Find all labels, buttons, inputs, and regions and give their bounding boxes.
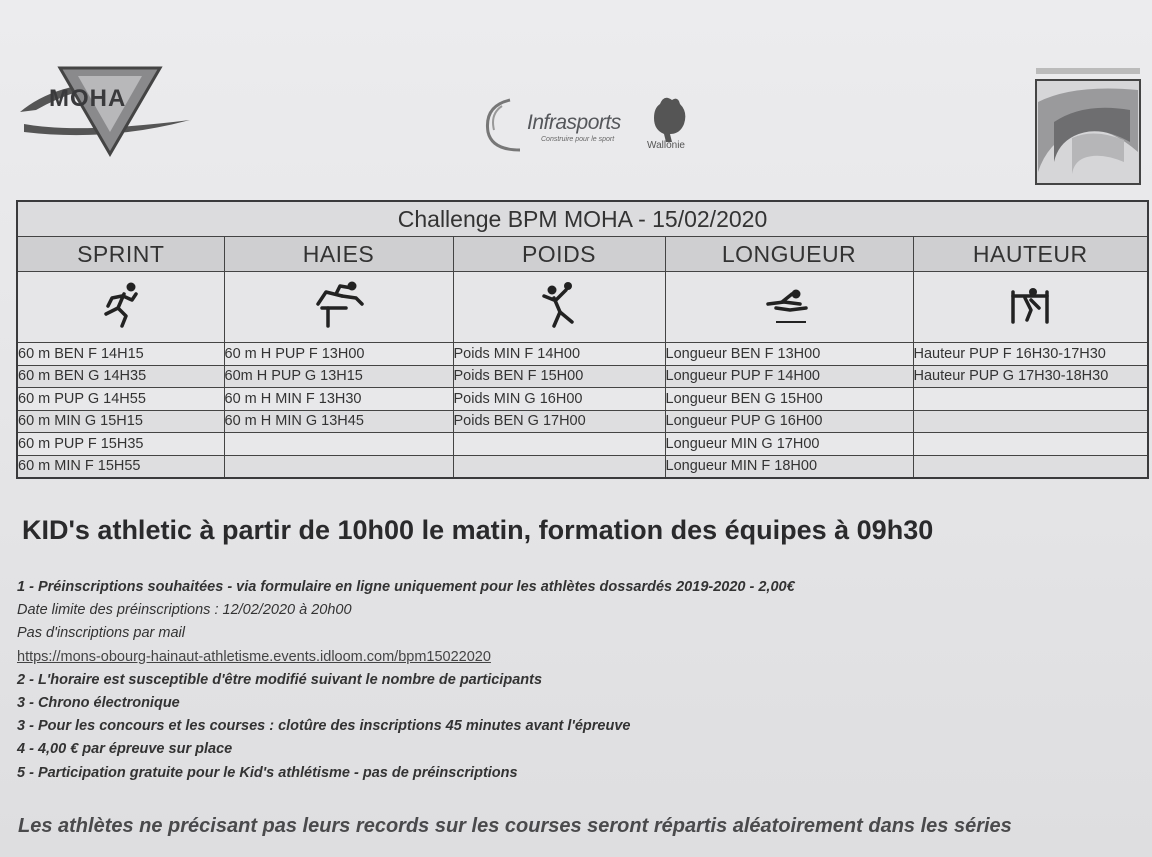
event-cell	[913, 433, 1148, 456]
column-header-poids: POIDS	[453, 237, 665, 272]
sprint-icon-cell	[17, 272, 224, 343]
column-header-longueur: LONGUEUR	[665, 237, 913, 272]
high-jump-icon	[1003, 278, 1057, 332]
note-fee: 4 - 4,00 € par épreuve sur place	[17, 741, 233, 758]
event-cell: 60 m BEN G 14H35	[17, 365, 224, 388]
table-row	[17, 410, 1148, 433]
infrasports-logo-text: Infrasports	[527, 111, 621, 134]
note-preinscriptions: 1 - Préinscriptions souhaitées - via formulaire en ligne uniquement pour les athlètes dossardés 2019-2020 - 2,00€	[17, 579, 795, 595]
shot-put-icon-cell	[453, 272, 665, 343]
shot-put-icon	[532, 278, 586, 332]
event-cell	[453, 433, 665, 456]
event-cell	[453, 455, 665, 478]
table-row	[17, 455, 1148, 478]
table-row	[17, 433, 1148, 456]
note-no-mail: Pas d'inscriptions par mail	[17, 625, 185, 642]
sprint-runner-icon	[94, 278, 148, 332]
note-schedule-change: 2 - L'horaire est susceptible d'être modifié suivant le nombre de participants	[17, 671, 543, 688]
event-cell: Poids MIN G 16H00	[453, 388, 665, 411]
event-cell: 60 m BEN F 14H15	[17, 343, 224, 366]
event-cell: Longueur MIN G 17H00	[665, 433, 913, 456]
note-deadline: Date limite des préinscriptions : 12/02/2020 à 20h00	[17, 602, 352, 619]
column-header-haies: HAIES	[224, 237, 453, 272]
moha-logo-text: MOHA	[49, 85, 127, 112]
event-cell	[224, 433, 453, 456]
notes-list	[17, 576, 795, 785]
event-cell: 60 m H MIN F 13H30	[224, 388, 453, 411]
note-kids-free: 5 - Participation gratuite pour le Kid's athlétisme - pas de préinscriptions	[17, 764, 518, 781]
event-cell	[913, 455, 1148, 478]
event-cell: 60 m PUP F 15H35	[17, 433, 224, 456]
schedule-title: Challenge BPM MOHA - 15/02/2020	[17, 201, 1148, 237]
event-cell: Hauteur PUP G 17H30-18H30	[913, 365, 1148, 388]
event-cell	[224, 455, 453, 478]
schedule-table	[16, 200, 1149, 479]
event-cell: 60 m H MIN G 13H45	[224, 410, 453, 433]
event-cell	[913, 410, 1148, 433]
event-cell: Longueur BEN G 15H00	[665, 388, 913, 411]
note-chrono: 3 - Chrono électronique	[17, 695, 180, 712]
table-row	[17, 365, 1148, 388]
long-jump-icon	[762, 278, 816, 332]
hurdles-icon	[312, 278, 366, 332]
event-cell: Longueur BEN F 13H00	[665, 343, 913, 366]
event-cell: Poids BEN G 17H00	[453, 410, 665, 433]
hurdles-icon-cell	[224, 272, 453, 343]
event-cell: Longueur MIN F 18H00	[665, 455, 913, 478]
high-jump-icon-cell	[913, 272, 1148, 343]
event-cell: Hauteur PUP F 16H30-17H30	[913, 343, 1148, 366]
event-cell: Longueur PUP F 14H00	[665, 365, 913, 388]
long-jump-icon-cell	[665, 272, 913, 343]
event-cell: 60 m H PUP F 13H00	[224, 343, 453, 366]
event-cell: 60 m PUP G 14H55	[17, 388, 224, 411]
note-closing: 3 - Pour les concours et les courses : clotûre des inscriptions 45 minutes avant l'épreuve	[17, 718, 631, 735]
stadium-logo	[1034, 62, 1142, 192]
event-cell	[913, 388, 1148, 411]
table-row	[17, 343, 1148, 366]
event-cell: Poids BEN F 15H00	[453, 365, 665, 388]
infrasports-tagline: Construire pour le sport	[541, 136, 615, 143]
footer-note: Les athlètes ne précisant pas leurs records sur les courses seront répartis aléatoirement dans les séries	[18, 815, 1012, 837]
event-cell: Poids MIN F 14H00	[453, 343, 665, 366]
event-cell: Longueur PUP G 16H00	[665, 410, 913, 433]
kids-athletic-heading: KID's athletic à partir de 10h00 le matin, formation des équipes à 09h30	[22, 515, 934, 545]
column-header-sprint: SPRINT	[17, 237, 224, 272]
event-cell: 60m H PUP G 13H15	[224, 365, 453, 388]
column-header-hauteur: HAUTEUR	[913, 237, 1148, 272]
table-row	[17, 388, 1148, 411]
registration-link[interactable]: https://mons-obourg-hainaut-athletisme.events.idloom.com/bpm15022020	[17, 648, 491, 665]
event-cell: 60 m MIN F 15H55	[17, 455, 224, 478]
event-cell: 60 m MIN G 15H15	[17, 410, 224, 433]
wallonie-label: Wallonie	[647, 140, 685, 151]
